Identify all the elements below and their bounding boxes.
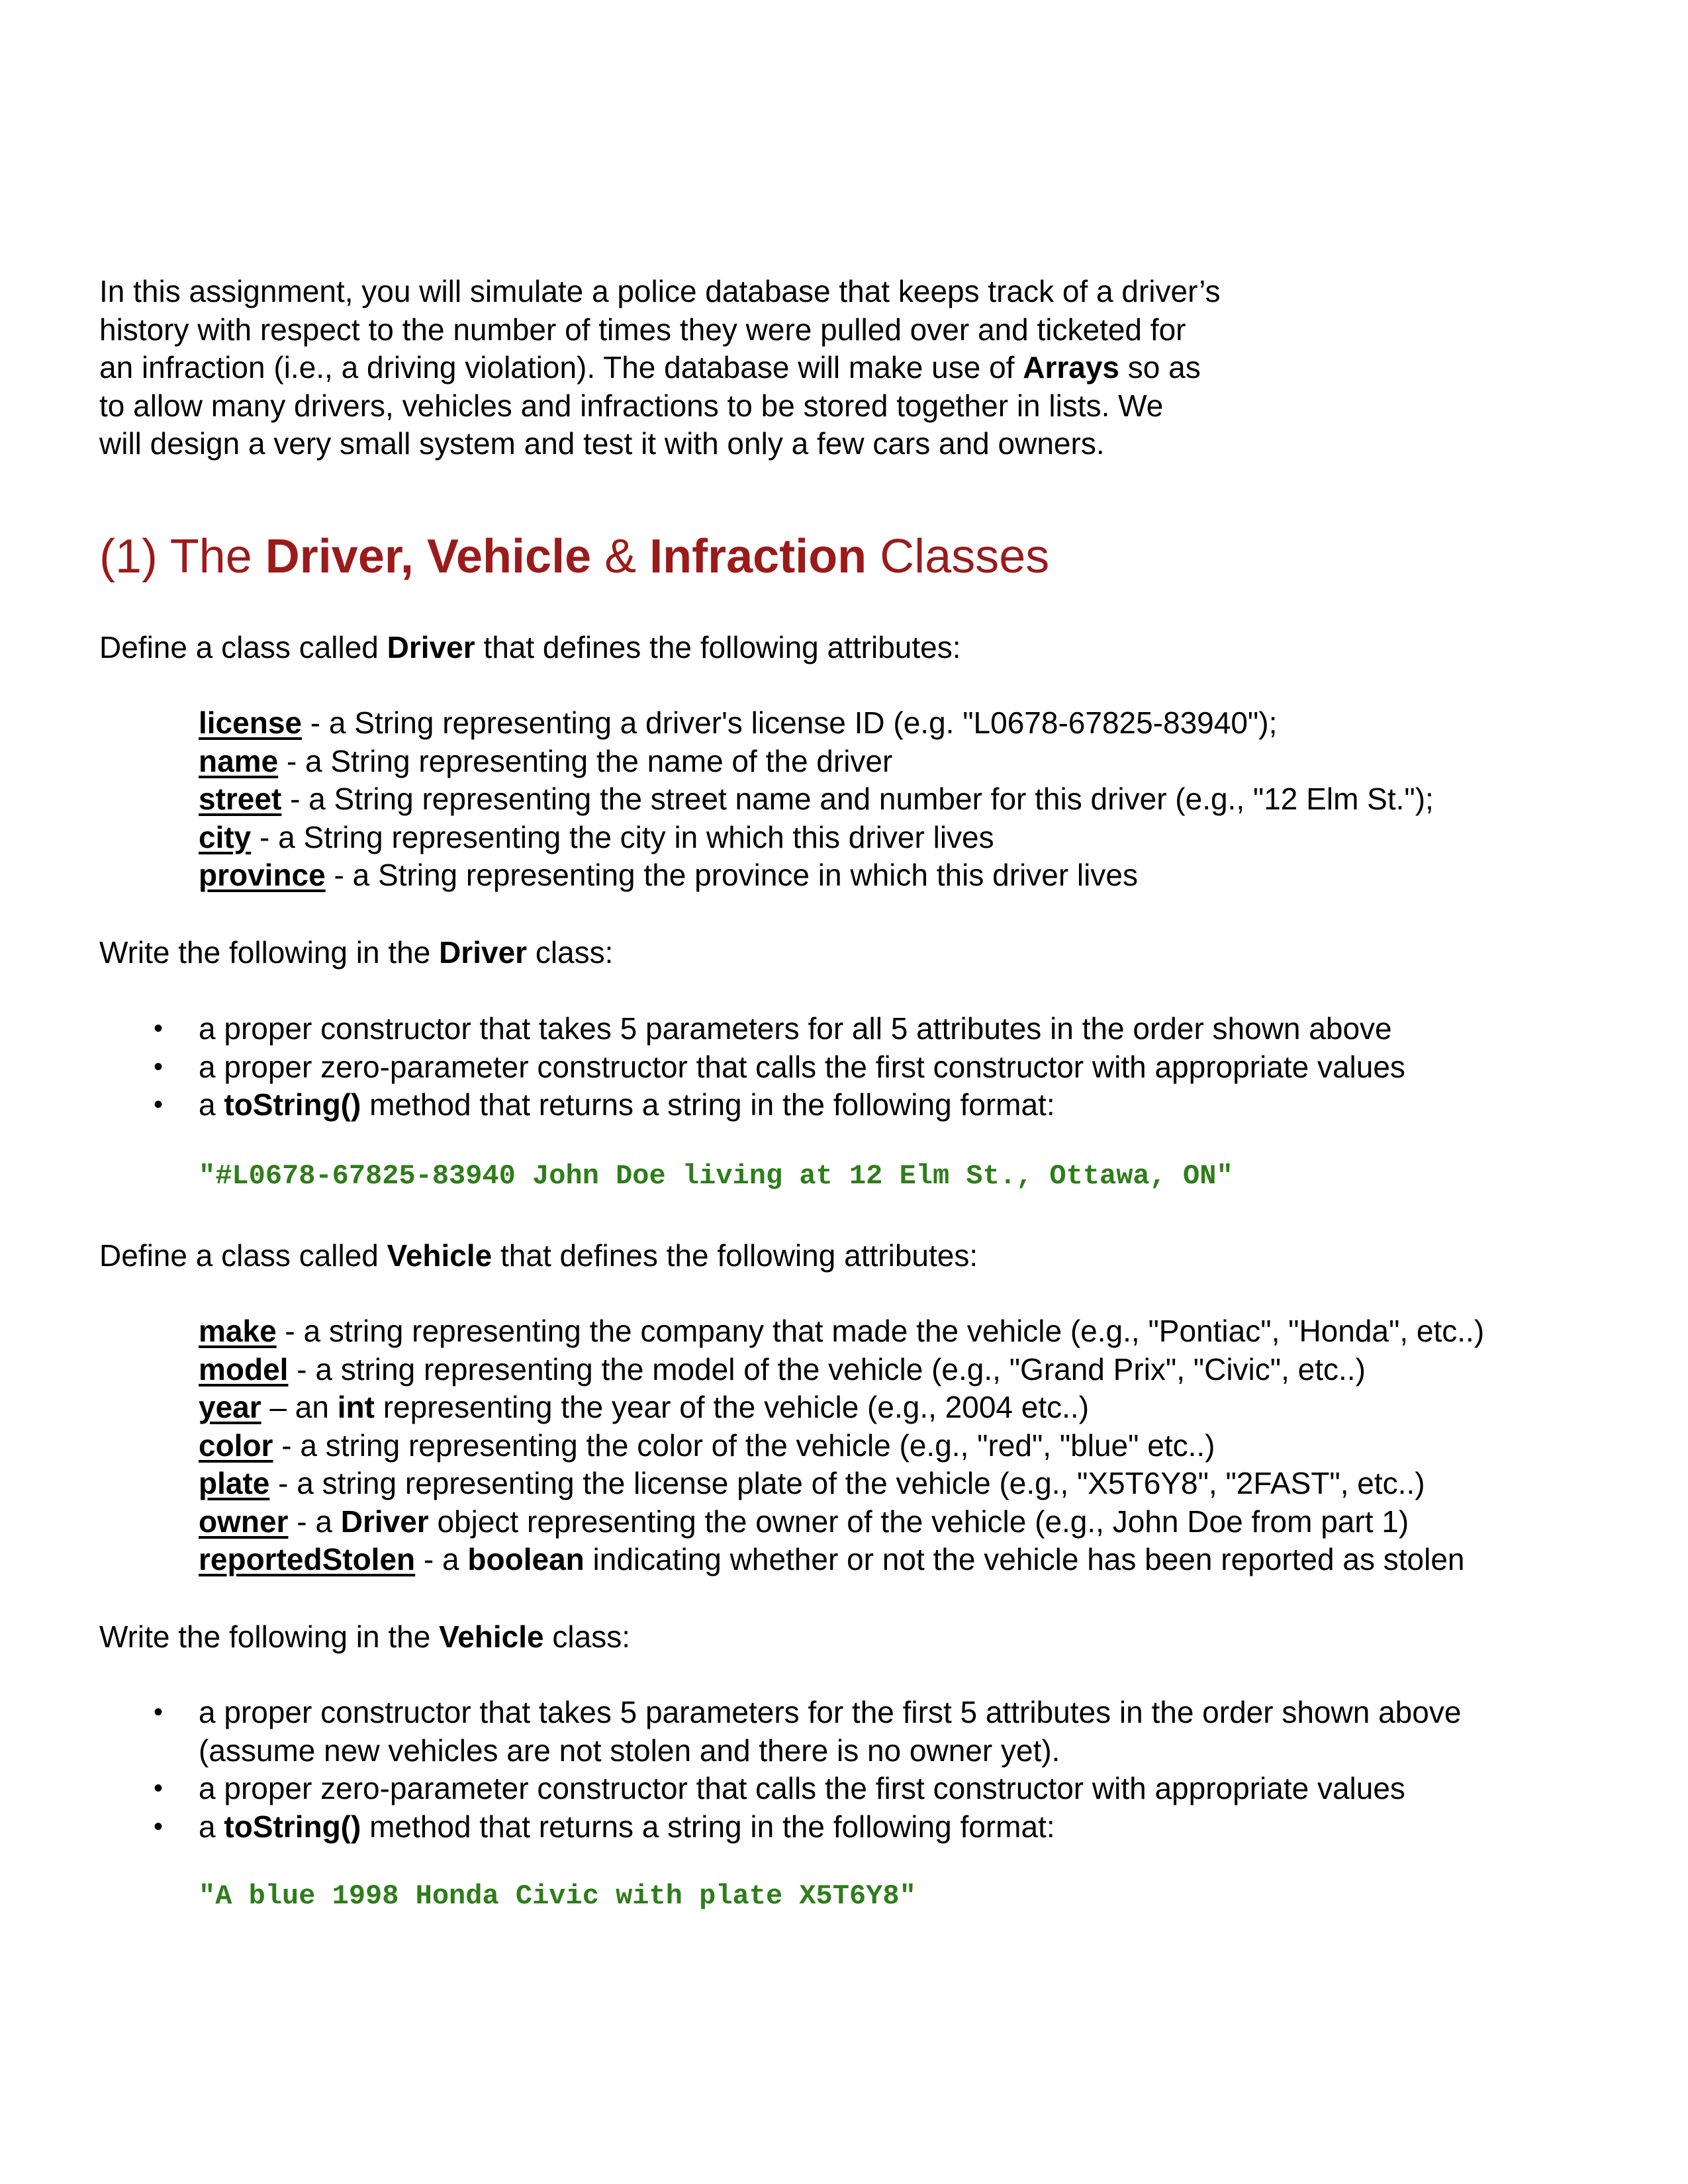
driver-intro-post: that defines the following attributes: (475, 630, 961, 664)
intro-line-2: history with respect to the number of times they were pulled over and ticketed for (99, 312, 1186, 347)
attr-term: reportedStolen (199, 1542, 416, 1576)
bullet-icon: • (154, 1811, 164, 1841)
type-boolean: boolean (467, 1542, 585, 1576)
vehicle-write-post: class: (543, 1619, 631, 1654)
vehicle-write-class: Vehicle (439, 1619, 544, 1654)
bullet-text: a proper zero-parameter constructor that calls the first constructor with appropriate values (199, 1049, 1405, 1084)
vehicle-tostring-example: "A blue 1998 Honda Civic with plate X5T6Y8" (199, 1880, 916, 1912)
heading-driver-vehicle: Driver, Vehicle (265, 530, 592, 583)
attr-desc-end: indicating whether or not the vehicle has been reported as stolen (584, 1542, 1465, 1576)
section-heading (99, 529, 1049, 584)
attr-term: street (199, 782, 282, 816)
attr-street (199, 780, 1434, 819)
attr-term: city (199, 819, 252, 854)
driver-bullet-tostring (99, 1086, 1595, 1124)
bullet-text-end: method that returns a string in the following format: (361, 1087, 1055, 1122)
vehicle-method-list (99, 1694, 1595, 1846)
driver-write-class: Driver (439, 935, 528, 970)
attr-make (199, 1312, 1484, 1351)
attr-province (199, 856, 1434, 895)
heading-prefix: (1) The (99, 530, 265, 583)
bullet-text-cont: (assume new vehicles are not stolen and there is no owner yet). (199, 1733, 1060, 1768)
intro-line-4: to allow many drivers, vehicles and infractions to be stored together in lists. We (99, 388, 1164, 423)
attr-desc: - a string representing the model of the vehicle (e.g., "Grand Prix", "Civic", etc..) (288, 1351, 1366, 1387)
driver-method-list (99, 1010, 1595, 1124)
attr-desc: - a String representing the province in which this driver lives (325, 858, 1138, 892)
heading-infraction: Infraction (649, 530, 867, 583)
vehicle-write-pre: Write the following in the (99, 1619, 440, 1654)
driver-tostring-example: "#L0678-67825-83940 John Doe living at 12 Elm St., Ottawa, ON" (199, 1160, 1233, 1192)
attr-desc: – an (261, 1390, 338, 1424)
attr-model (199, 1351, 1484, 1389)
vehicle-attribute-list (199, 1312, 1484, 1579)
attr-desc-end: object representing the owner of the vehicle (e.g., John Doe from part 1) (428, 1504, 1409, 1539)
attr-desc: - a String representing the street name and number for this driver (e.g., "12 Elm St."); (281, 782, 1434, 816)
attr-desc: - a string representing the color of the vehicle (e.g., "red", "blue" etc..) (273, 1428, 1215, 1463)
intro-paragraph (99, 273, 1595, 463)
attr-name (199, 743, 1434, 781)
intro-line-3 (99, 349, 1595, 387)
intro-text (99, 273, 1595, 463)
driver-write-post: class: (527, 935, 614, 970)
attr-term: province (199, 858, 326, 892)
vehicle-bullet-tostring (99, 1808, 1595, 1846)
type-driver: Driver (340, 1504, 429, 1539)
attr-term: license (199, 705, 302, 740)
intro-line-3-end: so as (1119, 350, 1201, 385)
attr-color (199, 1427, 1484, 1465)
intro-line-5: will design a very small system and test it with only a few cars and owners. (99, 426, 1105, 461)
tostring-term: toString() (224, 1809, 361, 1844)
driver-bullet-zero-constructor (99, 1048, 1595, 1087)
attr-term: model (199, 1351, 289, 1387)
attr-desc: - a String representing the city in which this driver lives (251, 819, 994, 854)
attr-term: plate (199, 1466, 270, 1500)
attr-desc: - a string representing the company that made the vehicle (e.g., "Pontiac", "Honda", etc..) (276, 1314, 1485, 1348)
attr-reported-stolen (199, 1541, 1484, 1579)
vehicle-bullet-zero-constructor (99, 1770, 1595, 1808)
attr-desc: - a String representing the name of the driver (278, 743, 893, 778)
attr-plate (199, 1465, 1484, 1503)
bullet-text-end: method that returns a string in the following format: (361, 1809, 1055, 1844)
bullet-icon: • (154, 1090, 164, 1119)
attr-term: name (199, 743, 279, 778)
attr-desc: - a String representing a driver's license ID (e.g. "L0678-67825-83940"); (302, 705, 1278, 740)
driver-bullet-constructor (99, 1010, 1595, 1048)
intro-line-1: In this assignment, you will simulate a police database that keeps track of a driver’s (99, 274, 1221, 308)
attr-term: owner (199, 1504, 289, 1539)
arrays-term: Arrays (1023, 350, 1119, 385)
vehicle-intro-post: that defines the following attributes: (492, 1238, 978, 1273)
attr-year (199, 1388, 1484, 1427)
attr-term: make (199, 1314, 277, 1348)
attr-term: year (199, 1390, 261, 1424)
bullet-icon: • (154, 1014, 164, 1043)
vehicle-intro-class: Vehicle (387, 1238, 492, 1273)
attr-desc: - a string representing the license plate of the vehicle (e.g., "X5T6Y8", "2FAST", etc..) (269, 1466, 1425, 1500)
bullet-icon: • (154, 1698, 164, 1727)
bullet-text: a (199, 1809, 224, 1844)
vehicle-intro (99, 1237, 978, 1275)
attr-city (199, 819, 1434, 857)
vehicle-bullet-constructor (99, 1694, 1595, 1770)
vehicle-intro-pre: Define a class called (99, 1238, 387, 1273)
bullet-text: a proper zero-parameter constructor that calls the first constructor with appropriate values (199, 1771, 1405, 1805)
attr-license (199, 704, 1434, 743)
driver-intro-class: Driver (387, 630, 475, 664)
type-int: int (337, 1390, 375, 1424)
bullet-text: a proper constructor that takes 5 parameters for all 5 attributes in the order shown above (199, 1011, 1392, 1046)
intro-line-3-text: an infraction (i.e., a driving violation). The database will make use of (99, 350, 1023, 385)
driver-attribute-list (199, 704, 1434, 895)
driver-write-pre: Write the following in the (99, 935, 440, 970)
bullet-text: a proper constructor that takes 5 parameters for the first 5 attributes in the order shown above (199, 1695, 1462, 1729)
driver-intro (99, 629, 961, 667)
tostring-term: toString() (224, 1087, 361, 1122)
attr-term: color (199, 1428, 273, 1463)
bullet-icon: • (154, 1774, 164, 1803)
attr-desc-end: representing the year of the vehicle (e.g., 2004 etc..) (374, 1390, 1090, 1424)
driver-write-intro (99, 934, 613, 972)
heading-suffix: Classes (867, 530, 1050, 583)
vehicle-write-intro (99, 1618, 630, 1657)
attr-desc: - a (288, 1504, 341, 1539)
heading-ampersand: & (591, 530, 650, 583)
driver-intro-pre: Define a class called (99, 630, 387, 664)
bullet-icon: • (154, 1052, 164, 1081)
bullet-text: a (199, 1087, 224, 1122)
attr-desc: - a (415, 1542, 468, 1576)
attr-owner (199, 1503, 1484, 1541)
